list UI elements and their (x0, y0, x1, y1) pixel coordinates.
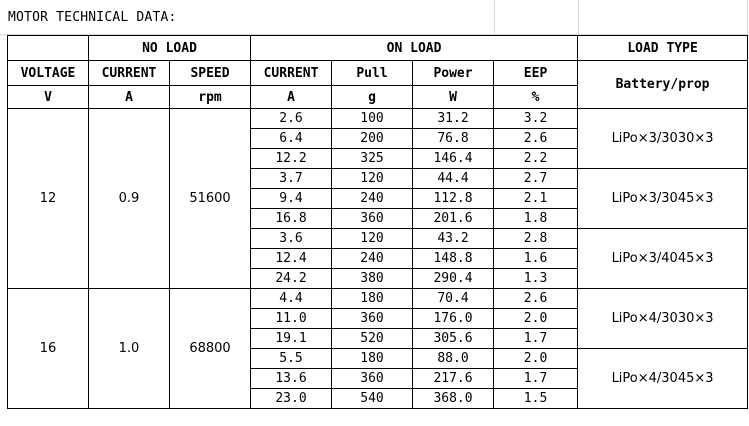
pull-cell: 520 (332, 329, 413, 349)
pull-cell: 380 (332, 269, 413, 289)
power-cell: 148.8 (413, 249, 494, 269)
pull-cell: 120 (332, 169, 413, 189)
battery-prop-cell: LiPo×4/3030×3 (578, 289, 748, 349)
speed-cell: 68800 (170, 289, 251, 409)
no-load-current-cell: 1.0 (89, 289, 170, 409)
voltage-cell: 16 (8, 289, 89, 409)
pull-cell: 100 (332, 109, 413, 129)
gridline (578, 0, 579, 34)
eep-cell: 1.8 (494, 209, 578, 229)
voltage-cell: 12 (8, 109, 89, 289)
current-cell: 2.6 (251, 109, 332, 129)
table-row (8, 289, 748, 309)
no-load-header: NO LOAD (89, 36, 251, 61)
current-cell: 12.2 (251, 149, 332, 169)
load-type-header: LOAD TYPE (578, 36, 748, 61)
pull-cell: 360 (332, 309, 413, 329)
battery-prop-cell: LiPo×4/3045×3 (578, 349, 748, 409)
eep-cell: 2.0 (494, 349, 578, 369)
power-header: Power (413, 61, 494, 86)
eep-cell: 3.2 (494, 109, 578, 129)
on-load-current-header: CURRENT (251, 61, 332, 86)
eep-cell: 1.7 (494, 329, 578, 349)
speed-unit: rpm (170, 86, 251, 109)
pull-cell: 540 (332, 389, 413, 409)
on-load-current-unit: A (251, 86, 332, 109)
header-row-columns (8, 61, 748, 86)
eep-cell: 2.1 (494, 189, 578, 209)
eep-cell: 2.0 (494, 309, 578, 329)
header-row-groups (8, 36, 748, 61)
pull-header: Pull (332, 61, 413, 86)
power-cell: 76.8 (413, 129, 494, 149)
battery-prop-cell: LiPo×3/3045×3 (578, 169, 748, 229)
power-unit: W (413, 86, 494, 109)
eep-cell: 2.6 (494, 129, 578, 149)
current-cell: 23.0 (251, 389, 332, 409)
current-cell: 6.4 (251, 129, 332, 149)
sheet-title: MOTOR TECHNICAL DATA: (8, 10, 177, 25)
current-cell: 19.1 (251, 329, 332, 349)
current-cell: 12.4 (251, 249, 332, 269)
battery-prop-header: Battery/prop (578, 61, 748, 109)
eep-cell: 2.6 (494, 289, 578, 309)
pull-cell: 120 (332, 229, 413, 249)
on-load-header: ON LOAD (251, 36, 578, 61)
pull-cell: 360 (332, 209, 413, 229)
battery-prop-cell: LiPo×3/4045×3 (578, 229, 748, 289)
motor-data-table (7, 35, 748, 409)
current-cell: 13.6 (251, 369, 332, 389)
power-cell: 290.4 (413, 269, 494, 289)
current-cell: 3.7 (251, 169, 332, 189)
current-cell: 16.8 (251, 209, 332, 229)
pull-cell: 240 (332, 249, 413, 269)
eep-header: EEP (494, 61, 578, 86)
eep-unit: % (494, 86, 578, 109)
pull-unit: g (332, 86, 413, 109)
eep-cell: 2.7 (494, 169, 578, 189)
current-cell: 11.0 (251, 309, 332, 329)
power-cell: 176.0 (413, 309, 494, 329)
power-cell: 217.6 (413, 369, 494, 389)
power-cell: 43.2 (413, 229, 494, 249)
title-row (0, 0, 749, 35)
eep-cell: 2.2 (494, 149, 578, 169)
pull-cell: 180 (332, 289, 413, 309)
current-cell: 4.4 (251, 289, 332, 309)
no-load-current-cell: 0.9 (89, 109, 170, 289)
power-cell: 201.6 (413, 209, 494, 229)
current-cell: 3.6 (251, 229, 332, 249)
power-cell: 368.0 (413, 389, 494, 409)
eep-cell: 1.5 (494, 389, 578, 409)
current-cell: 24.2 (251, 269, 332, 289)
speed-header: SPEED (170, 61, 251, 86)
power-cell: 112.8 (413, 189, 494, 209)
eep-cell: 2.8 (494, 229, 578, 249)
power-cell: 31.2 (413, 109, 494, 129)
header-blank-cell (8, 36, 89, 61)
power-cell: 146.4 (413, 149, 494, 169)
power-cell: 44.4 (413, 169, 494, 189)
gridline (494, 0, 495, 34)
pull-cell: 240 (332, 189, 413, 209)
battery-prop-cell: LiPo×3/3030×3 (578, 109, 748, 169)
power-cell: 305.6 (413, 329, 494, 349)
pull-cell: 180 (332, 349, 413, 369)
pull-cell: 360 (332, 369, 413, 389)
table-body (8, 109, 748, 409)
voltage-header: VOLTAGE (8, 61, 89, 86)
no-load-current-unit: A (89, 86, 170, 109)
speed-cell: 51600 (170, 109, 251, 289)
power-cell: 70.4 (413, 289, 494, 309)
table-row (8, 109, 748, 129)
current-cell: 5.5 (251, 349, 332, 369)
pull-cell: 325 (332, 149, 413, 169)
no-load-current-header: CURRENT (89, 61, 170, 86)
eep-cell: 1.3 (494, 269, 578, 289)
gridline (747, 0, 748, 34)
eep-cell: 1.7 (494, 369, 578, 389)
current-cell: 9.4 (251, 189, 332, 209)
power-cell: 88.0 (413, 349, 494, 369)
eep-cell: 1.6 (494, 249, 578, 269)
pull-cell: 200 (332, 129, 413, 149)
voltage-unit: V (8, 86, 89, 109)
